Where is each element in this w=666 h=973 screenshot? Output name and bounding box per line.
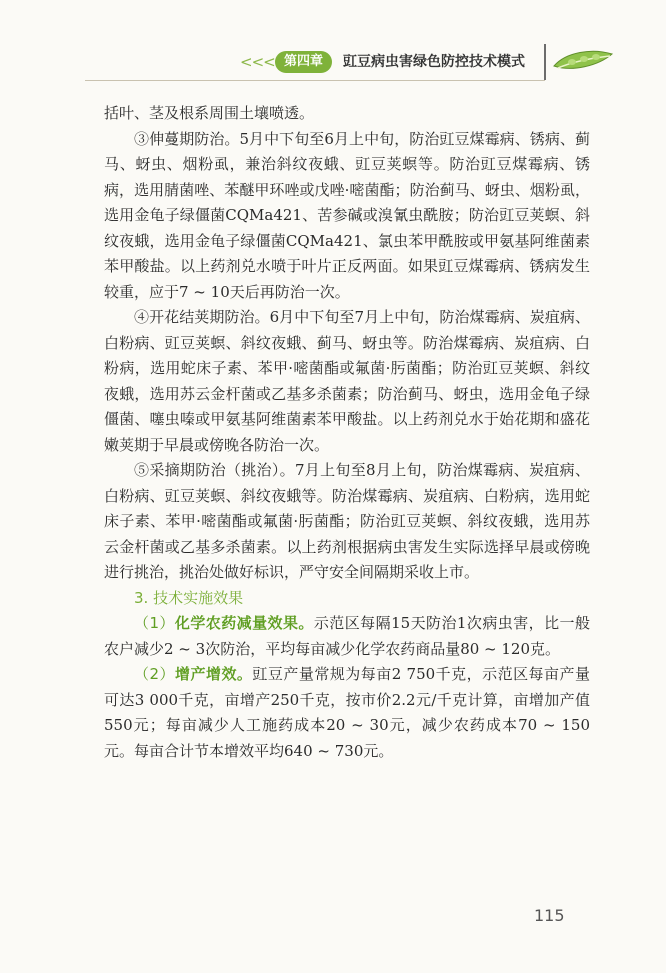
item-number-2: （2） <box>134 665 175 683</box>
running-header <box>0 0 666 84</box>
page-content <box>104 101 590 764</box>
item-text-yield-increase: 豇豆产量常规为每亩2 750千克，示范区每亩产量可达3 000千克，亩增产250千克，按市价2.2元/千克计算，亩增加产值550元；每亩减少人工施药成本20 ~ 30元，减少农药成本70 ~ 150元。每亩合计节本增效平均640 ~ 730元。 <box>104 665 590 760</box>
header-arrows: <<< <box>240 53 275 71</box>
paragraph-harvest-stage: ⑤采摘期防治（挑治）。7月上旬至8月上旬，防治煤霉病、炭疽病、白粉病、豇豆荚螟、斜纹夜蛾等。防治煤霉病、炭疽病、白粉病，选用蛇床子素、苯甲·嘧菌酯或氟菌·肟菌酯；防治豇豆荚螟、斜纹夜蛾，选用苏云金杆菌或乙基多杀菌素。以上药剂根据病虫害发生实际选择早晨或傍晚进行挑治，挑治处做好标识，严守安全间隔期采收上市。 <box>104 461 590 581</box>
header-divider <box>544 44 546 80</box>
paragraph-pesticide-reduction <box>104 611 590 662</box>
paragraph-vine-stage: ③伸蔓期防治。5月中下旬至6月上中旬，防治豇豆煤霉病、锈病、蓟马、蚜虫、烟粉虱，兼治斜纹夜蛾、豇豆荚螟等。防治豇豆煤霉病、锈病，选用腈菌唑、苯醚甲环唑或戊唑·嘧菌酯；防治蓟马、蚜虫、烟粉虱，选用金龟子绿僵菌CQMa421、苦参碱或溴氰虫酰胺；防治豇豆荚螟、斜纹夜蛾，选用金龟子绿僵菌CQMa421、氯虫苯甲酰胺或甲氨基阿维菌素苯甲酸盐。以上药剂兑水喷于叶片正反两面。如果豇豆煤霉病、锈病发生较重，应于7 ~ 10天后再防治一次。 <box>104 129 590 301</box>
paragraph-continuation: 括叶、茎及根系周围土壤喷透。 <box>104 104 315 122</box>
paragraph-flowering-stage: ④开花结荚期防治。6月中下旬至7月上中旬，防治煤霉病、炭疽病、白粉病、豇豆荚螟、斜纹夜蛾、蓟马、蚜虫等。防治煤霉病、炭疽病、白粉病，选用蛇床子素、苯甲·嘧菌酯或氟菌·肟菌酯；防治豇豆荚螟、斜纹夜蛾，选用苏云金杆菌或乙基多杀菌素；防治蓟马、蚜虫，选用金龟子绿僵菌、噻虫嗪或甲氨基阿维菌素苯甲酸盐。以上药剂兑水于始花期和盛花嫩荚期于早晨或傍晚各防治一次。 <box>104 308 590 454</box>
item-text-pesticide-reduction: 示范区每隔15天防治1次病虫害，比一般农户减少2 ~ 3次防治，平均每亩减少化学农药商品量80 ~ 120克。 <box>104 614 590 658</box>
header-rule <box>85 80 545 81</box>
chapter-title: 豇豆病虫害绿色防控技术模式 <box>343 54 525 70</box>
bean-pod-icon <box>552 44 614 78</box>
paragraph-yield-increase <box>104 662 590 764</box>
item-number-1: （1） <box>134 614 175 632</box>
page-number: 115 <box>534 906 565 925</box>
section-heading: 3. 技术实施效果 <box>134 588 244 607</box>
chapter-badge: 第四章 <box>275 51 332 73</box>
item-title-pesticide-reduction: 化学农药减量效果。 <box>174 614 314 632</box>
item-title-yield-increase: 增产增效。 <box>175 665 253 683</box>
